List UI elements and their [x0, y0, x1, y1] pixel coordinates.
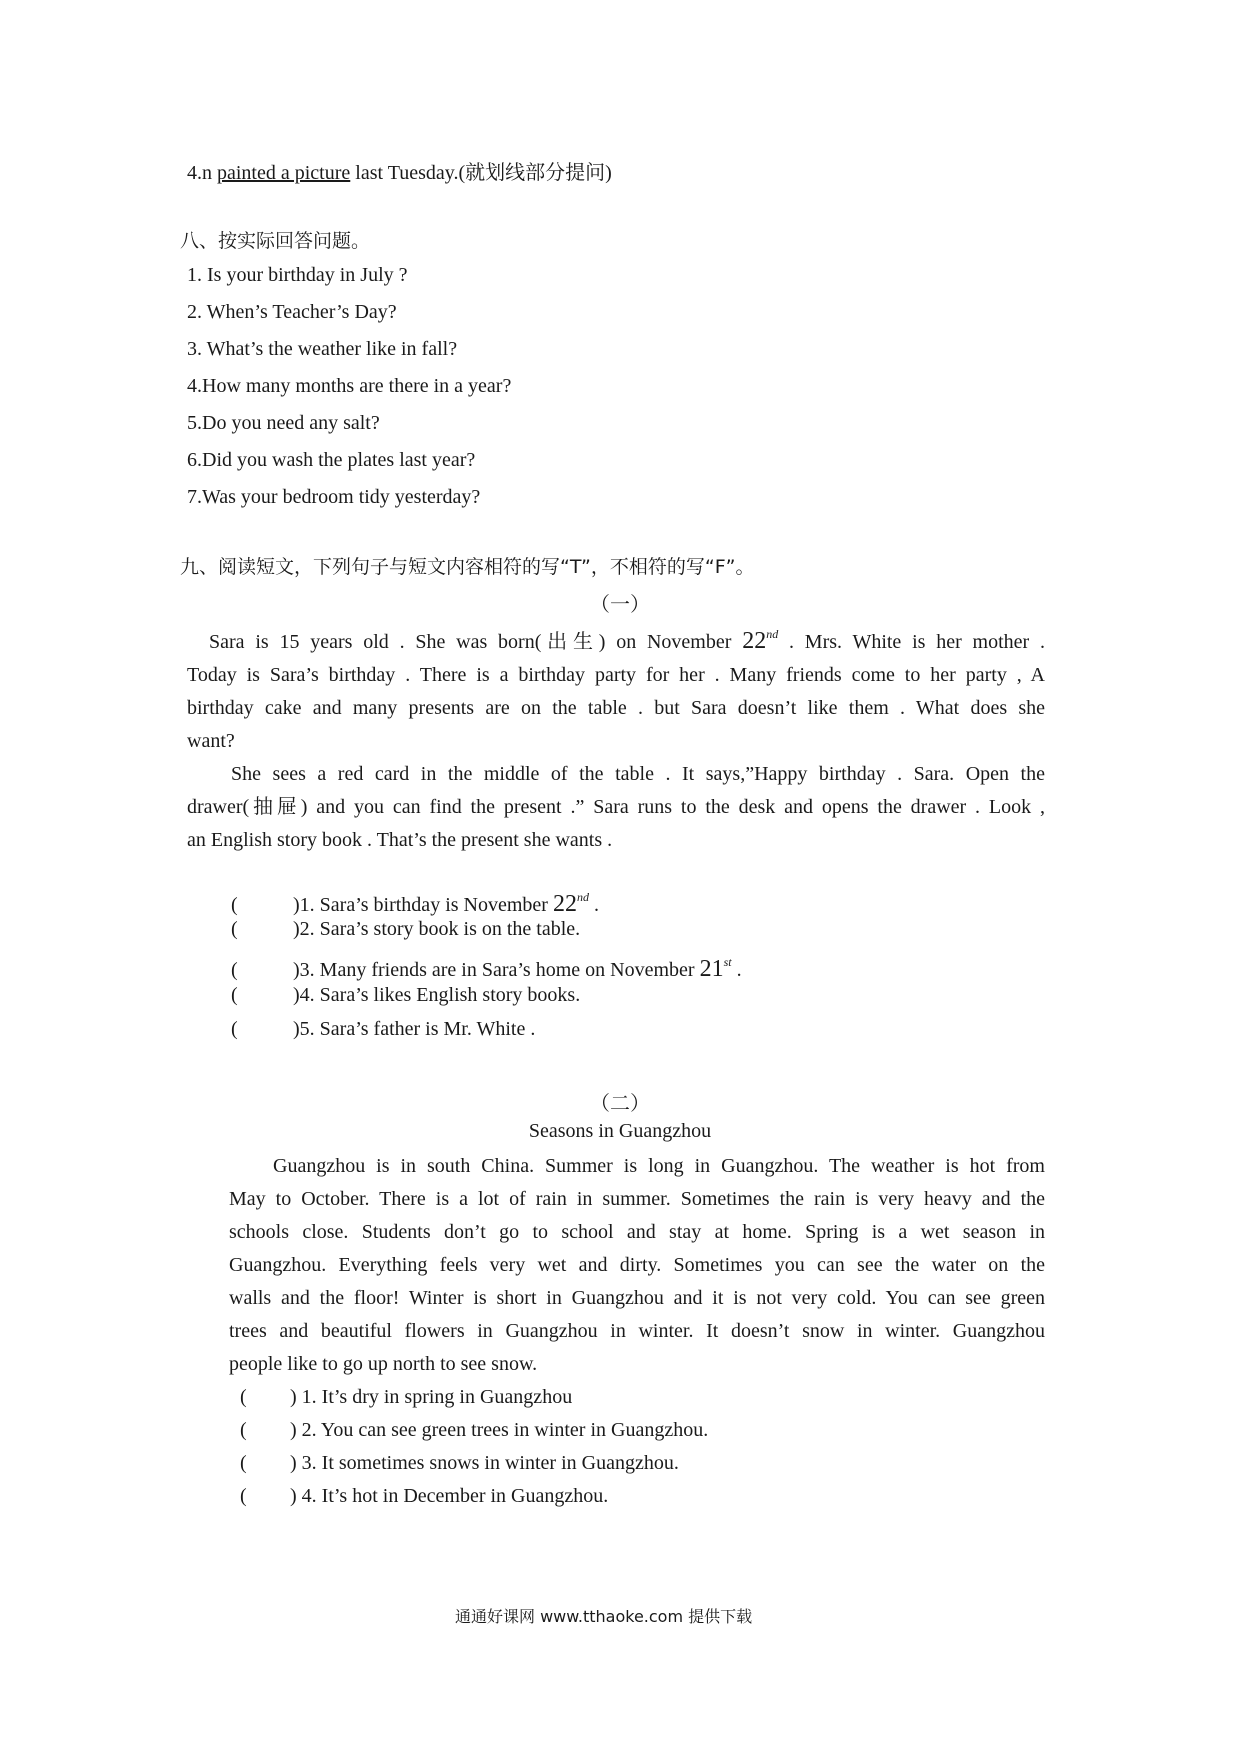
passage-2-line: May to October. There is a lot of rain in summer. Sometimes the rain is very heavy and the: [229, 1188, 1045, 1210]
question-item: 1. Is your birthday in July ?: [187, 264, 408, 286]
passage-2-line: walls and the floor! Winter is short in Guangzhou and it is not very cold. You can see green: [229, 1287, 1045, 1309]
passage-1-line: drawer(抽屉) and you can find the present .” Sara runs to the desk and opens the drawer . Look ,: [187, 796, 1045, 818]
answer-blank[interactable]: (: [231, 894, 238, 916]
question-item: 6.Did you wash the plates last year?: [187, 449, 476, 471]
question-item: 3. What’s the weather like in fall?: [187, 338, 458, 360]
answer-blank[interactable]: (: [231, 984, 238, 1006]
tf-item: ( )1. Sara’s birthday is November 22nd .: [231, 890, 599, 917]
part-2-title: Seasons in Guangzhou: [528, 1120, 712, 1142]
question-item: 5.Do you need any salt?: [187, 412, 380, 434]
answer-blank[interactable]: (: [240, 1452, 247, 1474]
question-item: 2. When’s Teacher’s Day?: [187, 301, 397, 323]
section-8-heading: 八、按实际回答问题。: [180, 230, 371, 252]
passage-1-line: Today is Sara’s birthday . There is a birthday party for her . Many friends come to her party , A: [187, 664, 1045, 686]
passage-2-line: schools close. Students don’t go to school and stay at home. Spring is a wet season in: [229, 1221, 1045, 1243]
passage-2: [229, 1150, 1045, 1381]
question-4-suffix: last Tuesday.(就划线部分提问): [350, 162, 612, 184]
tf-item: ( ) 1. It’s dry in spring in Guangzhou: [240, 1386, 573, 1408]
question-item: 7.Was your bedroom tidy yesterday?: [187, 486, 481, 508]
question-4: [187, 162, 612, 184]
passage-1-line: birthday cake and many presents are on the table . but Sara doesn’t like them . What does she: [187, 697, 1045, 719]
section-9-heading: 九、阅读短文，下列句子与短文内容相符的写“T”，不相符的写“F”。: [180, 556, 755, 578]
answer-blank[interactable]: (: [240, 1386, 247, 1408]
passage-2-line: trees and beautiful flowers in Guangzhou in winter. It doesn’t snow in winter. Guangzhou: [229, 1320, 1045, 1342]
tf-item: ( )3. Many friends are in Sara’s home on November 21st .: [231, 955, 742, 982]
answer-blank[interactable]: (: [231, 1018, 238, 1040]
passage-2-line: Guangzhou. Everything feels very wet and dirty. Sometimes you can see the water on the: [229, 1254, 1045, 1276]
footer: 通通好课网 www.tthaoke.com 提供下载: [455, 1607, 753, 1626]
tf-item: ( )4. Sara’s likes English story books.: [231, 984, 581, 1006]
answer-blank[interactable]: (: [231, 959, 238, 981]
tf-item: ( )2. Sara’s story book is on the table.: [231, 918, 581, 940]
question-4-prefix: 4.n: [187, 162, 217, 184]
underlined-phrase: painted a picture: [217, 162, 351, 184]
answer-blank[interactable]: (: [240, 1485, 247, 1507]
tf-item: ( ) 3. It sometimes snows in winter in Guangzhou.: [240, 1452, 679, 1474]
tf-item: ( ) 2. You can see green trees in winter in Guangzhou.: [240, 1419, 709, 1441]
tf-item: ( )5. Sara’s father is Mr. White .: [231, 1018, 536, 1040]
question-item: 4.How many months are there in a year?: [187, 375, 512, 397]
answer-blank[interactable]: (: [231, 918, 238, 940]
passage-2-line: people like to go up north to see snow.: [229, 1353, 538, 1375]
passage-1-line: Sara is 15 years old . She was born(出生) on November 22nd . Mrs. White is her mother .: [209, 627, 1045, 654]
passage-2-line: Guangzhou is in south China. Summer is long in Guangzhou. The weather is hot from: [273, 1155, 1045, 1177]
passage-1-line: an English story book . That’s the present she wants .: [187, 829, 613, 851]
part-1-label: （一）: [590, 592, 650, 616]
answer-blank[interactable]: (: [240, 1419, 247, 1441]
part-2-label: （二）: [590, 1091, 650, 1115]
passage-1: [187, 618, 1045, 857]
passage-1-line: She sees a red card in the middle of the table . It says,”Happy birthday . Sara. Open the: [231, 763, 1045, 785]
tf-item: ( ) 4. It’s hot in December in Guangzhou.: [240, 1485, 609, 1507]
passage-1-line: want?: [187, 730, 235, 752]
